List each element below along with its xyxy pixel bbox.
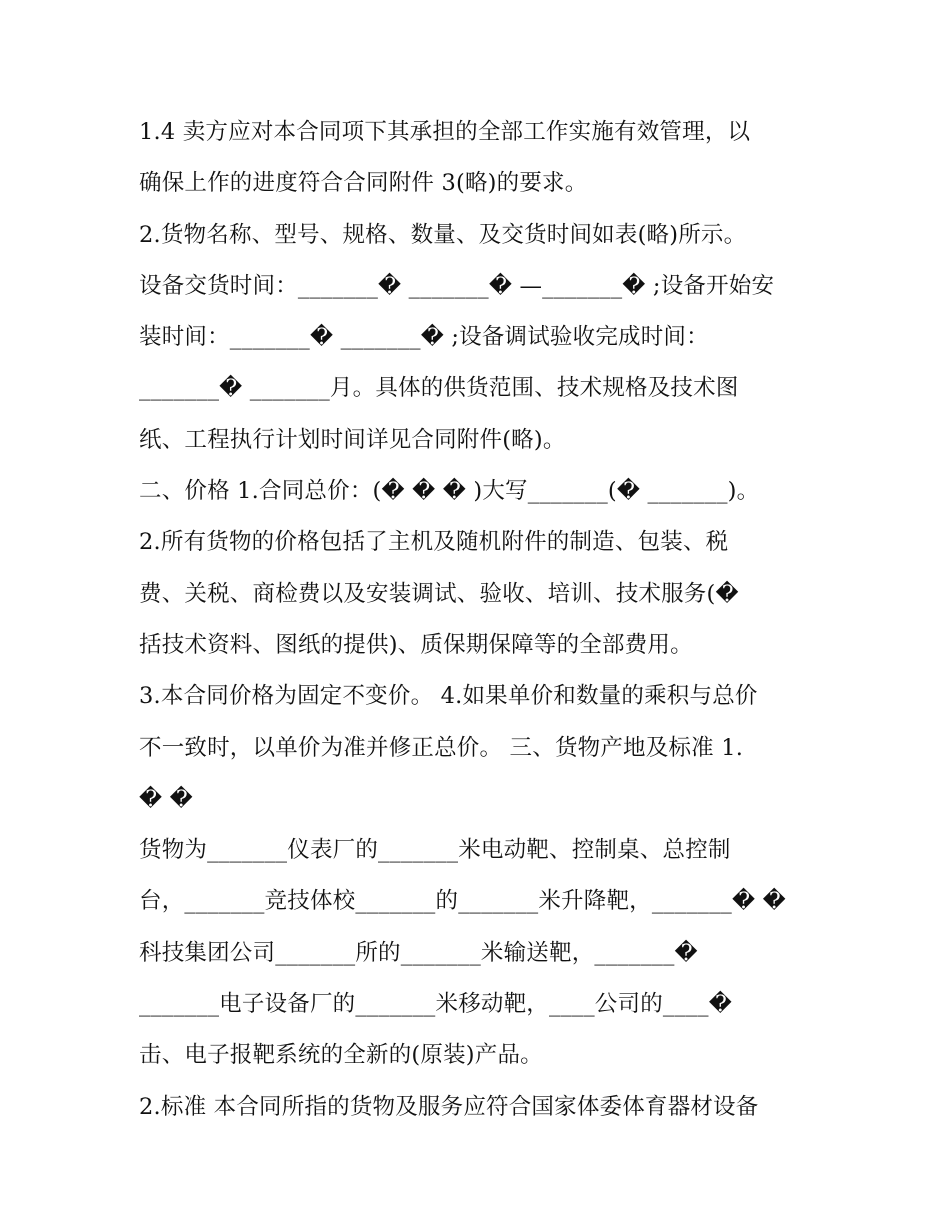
text-line: 纸、工程执行计划时间详见合同附件(略)。 [139,426,566,453]
text-line: � � [139,785,193,812]
text-line: 二、价格 1.合同总价：(� � � )大写_______(� _______)。 [139,478,760,505]
text-line: 1.4 卖方应对本合同项下其承担的全部工作实施有效管理，以 [139,119,751,145]
text-line: 2.标准 本合同所指的货物及服务应符合国家体委体育器材设备 [139,1093,759,1120]
text-line: 3.本合同价格为固定不变价。 4.如果单价和数量的乘积与总价 [139,683,758,710]
text-line: 击、电子报靶系统的全新的(原装)产品。 [139,1042,543,1069]
text-line: 确保上作的进度符合合同附件 3(略)的要求。 [139,170,588,197]
contract-text-body [139,107,829,1133]
text-line: 设备交货时间：_______� _______� —_______� ;设备开始安 [139,272,775,299]
text-line: 费、关税、商检费以及安装调试、验收、培训、技术服务(� [139,580,739,607]
text-line: 货物为_______仪表厂的_______米电动靶、控制桌、总控制 [139,837,731,864]
text-line: _______电子设备厂的_______米移动靶，____公司的____� [139,991,732,1018]
text-line: _______� _______月。具体的供货范围、技术规格及技术图 [139,375,739,402]
text-line: 台，_______竞技体校_______的_______米升降靶，_______� � [139,888,786,915]
text-line: 科技集团公司_______所的_______米输送靶，_______� [139,939,698,966]
text-line: 2.所有货物的价格包括了主机及随机附件的制造、包装、税 [139,529,729,556]
text-line: 不一致时，以单价为准并修正总价。 三、货物产地及标准 1. [139,734,744,761]
text-line: 装时间：_______� _______� ;设备调试验收完成时间： [139,324,709,351]
text-line: 2.货物名称、型号、规格、数量、及交货时间如表(略)所示。 [139,221,747,248]
text-line: 括技术资料、图纸的提供)、质保期保障等的全部费用。 [139,631,693,658]
